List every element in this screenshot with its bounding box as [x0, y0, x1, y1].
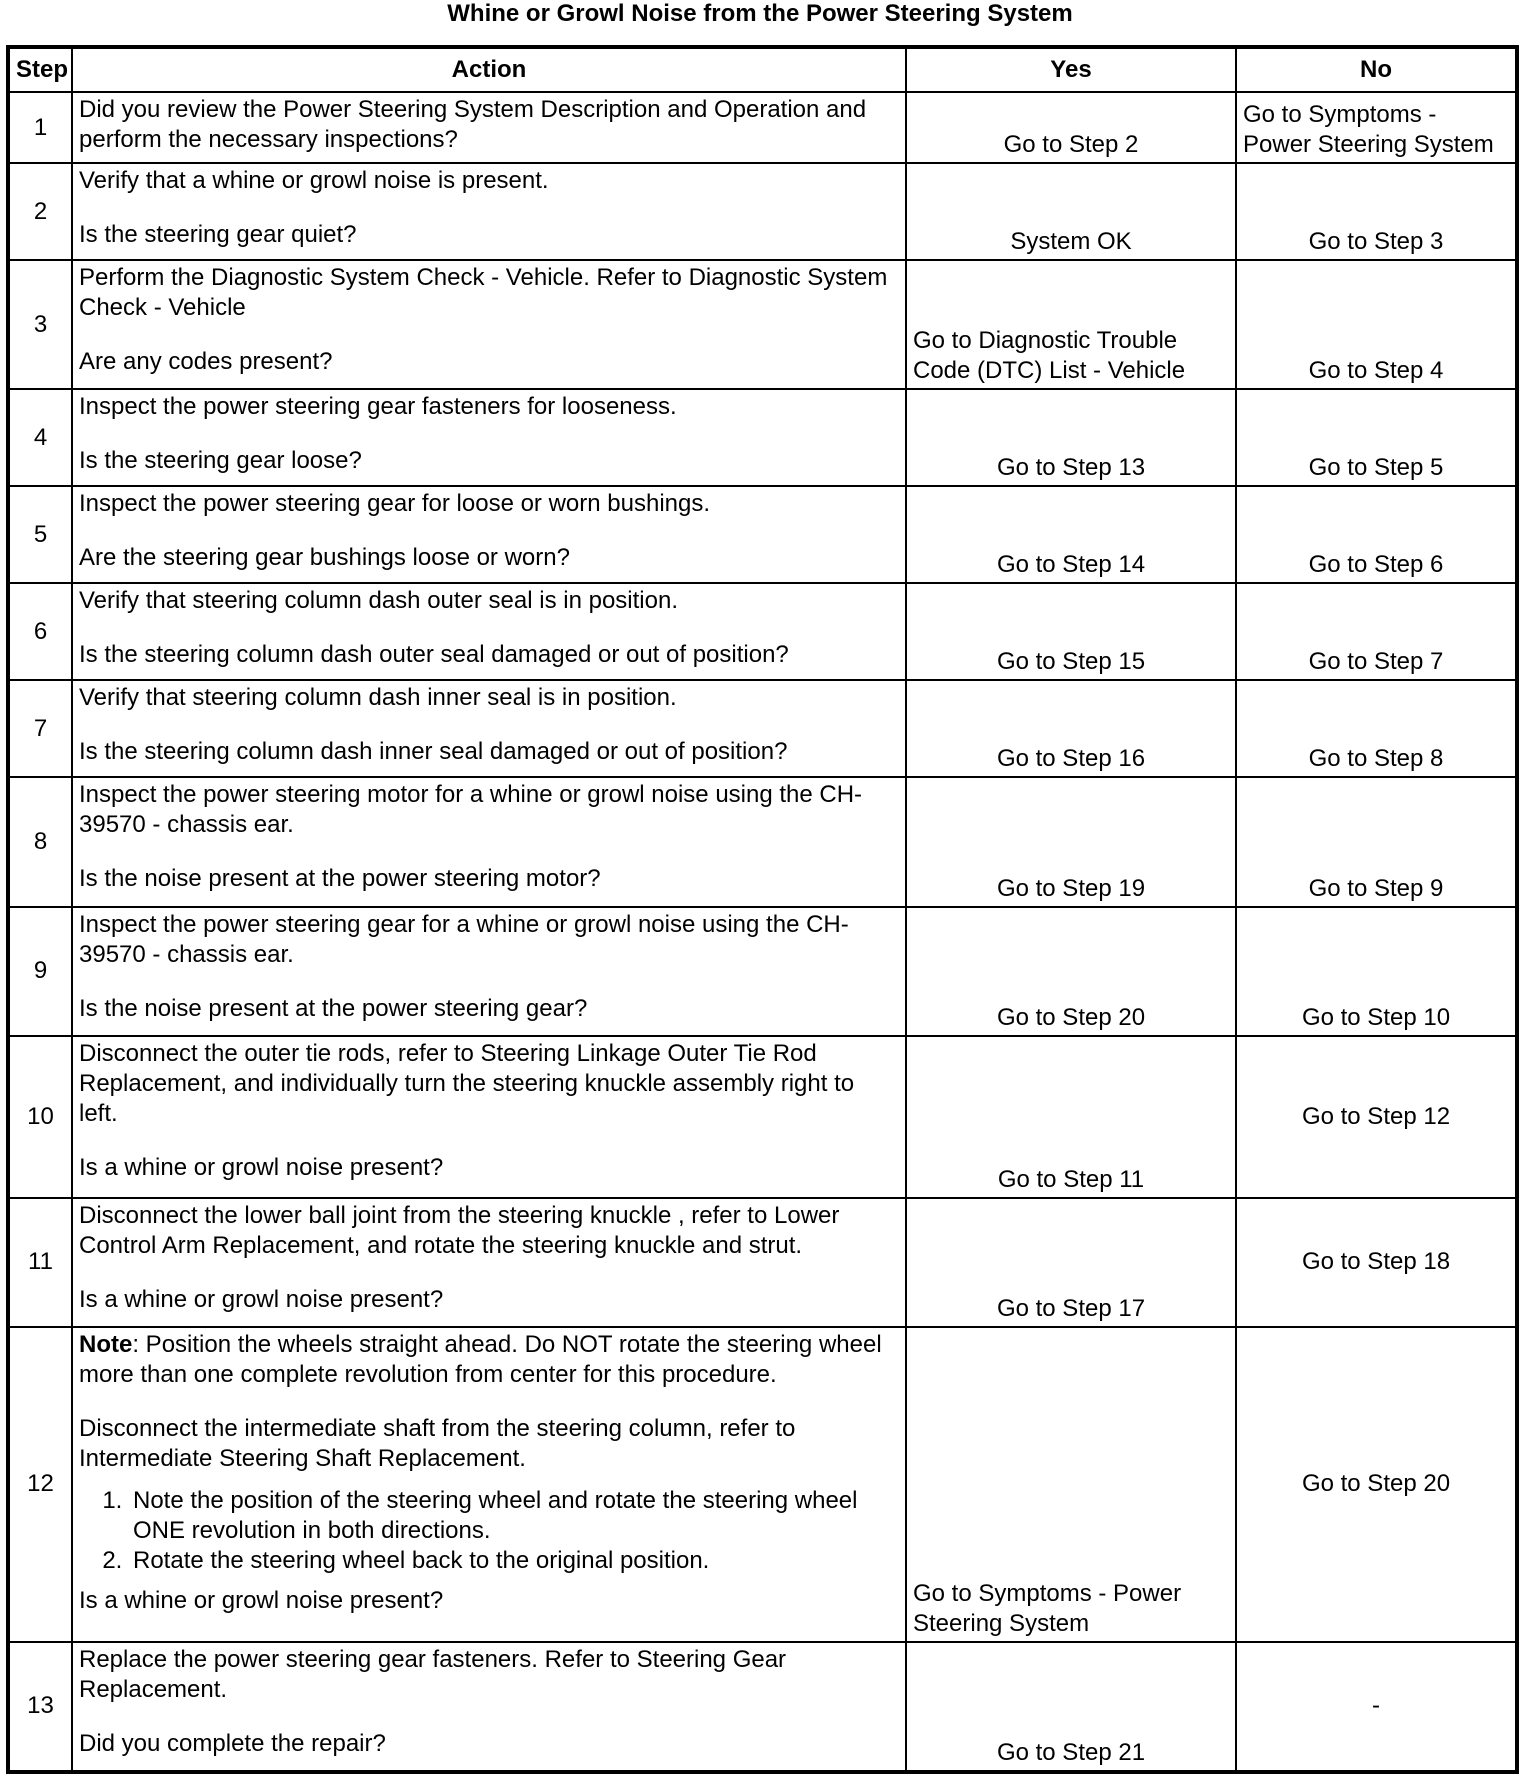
action-cell — [72, 680, 906, 777]
table-header-row — [8, 47, 1517, 92]
no-cell: Go to Step 9 — [1236, 777, 1517, 906]
yes-cell: System OK — [906, 163, 1236, 260]
table-row — [8, 92, 1517, 163]
yes-cell: Go to Step 11 — [906, 1036, 1236, 1198]
table-row — [8, 583, 1517, 680]
action-text: Disconnect the intermediate shaft from the steering column, refer to Intermediate Steering Shaft Replacement. — [79, 1414, 796, 1472]
table-row — [8, 486, 1517, 583]
action-question: Is a whine or growl noise present? — [79, 1586, 444, 1614]
action-cell — [72, 486, 906, 583]
step-number: 11 — [8, 1198, 72, 1327]
procedure-list — [79, 1486, 899, 1576]
action-text: Verify that a whine or growl noise is present. — [79, 167, 549, 195]
yes-cell: Go to Step 16 — [906, 680, 1236, 777]
step-number: 3 — [8, 260, 72, 389]
no-cell: Go to Step 12 — [1236, 1036, 1517, 1198]
no-cell: Go to Symptoms - Power Steering System — [1236, 92, 1517, 163]
no-cell: Go to Step 10 — [1236, 907, 1517, 1036]
yes-cell: Go to Diagnostic Trouble Code (DTC) List - Vehicle — [906, 260, 1236, 389]
header-step: Step — [8, 47, 72, 92]
action-text: Inspect the power steering motor for a whine or growl noise using the CH-39570 - chassis ear. — [79, 781, 863, 839]
no-cell: - — [1236, 1642, 1517, 1772]
table-row — [8, 163, 1517, 260]
action-text: Disconnect the outer tie rods, refer to Steering Linkage Outer Tie Rod Replacement, and individually turn the steering knuckle assembly right to left. — [79, 1039, 855, 1127]
action-question: Is the steering column dash inner seal damaged or out of position? — [79, 738, 788, 766]
note-label: Note — [79, 1330, 133, 1358]
action-cell — [72, 1036, 906, 1198]
yes-cell: Go to Step 2 — [906, 92, 1236, 163]
table-row — [8, 1198, 1517, 1327]
step-number: 10 — [8, 1036, 72, 1198]
no-cell: Go to Step 20 — [1236, 1327, 1517, 1642]
action-text: Did you review the Power Steering System Description and Operation and perform the necessary inspections? — [79, 96, 867, 153]
table-row — [8, 260, 1517, 389]
step-number: 9 — [8, 907, 72, 1036]
action-text: Disconnect the lower ball joint from the steering knuckle , refer to Lower Control Arm Replacement, and rotate the steering knuckle and strut. — [79, 1201, 840, 1259]
action-text: Verify that steering column dash outer seal is in position. — [79, 587, 678, 615]
table-row — [8, 389, 1517, 486]
step-number: 8 — [8, 777, 72, 906]
action-question: Is the steering gear loose? — [79, 447, 362, 475]
action-text: Inspect the power steering gear fasteners for looseness. — [79, 393, 677, 421]
action-cell — [72, 260, 906, 389]
action-cell — [72, 1642, 906, 1772]
yes-cell: Go to Step 13 — [906, 389, 1236, 486]
yes-cell: Go to Symptoms - Power Steering System — [906, 1327, 1236, 1642]
no-cell: Go to Step 8 — [1236, 680, 1517, 777]
no-cell: Go to Step 5 — [1236, 389, 1517, 486]
yes-cell: Go to Step 17 — [906, 1198, 1236, 1327]
page-title: Whine or Growl Noise from the Power Steering System — [447, 0, 1073, 27]
step-number: 13 — [8, 1642, 72, 1772]
step-number: 4 — [8, 389, 72, 486]
action-text: Verify that steering column dash inner seal is in position. — [79, 684, 677, 712]
action-text: Perform the Diagnostic System Check - Vehicle. Refer to Diagnostic System Check - Vehicle — [79, 264, 888, 322]
step-number: 2 — [8, 163, 72, 260]
table-row — [8, 1327, 1517, 1642]
action-cell — [72, 163, 906, 260]
action-text: Replace the power steering gear fasteners. Refer to Steering Gear Replacement. — [79, 1645, 787, 1703]
action-question: Is the steering column dash outer seal damaged or out of position? — [79, 641, 789, 669]
action-text: Inspect the power steering gear for a whine or growl noise using the CH-39570 - chassis ear. — [79, 910, 849, 968]
table-row — [8, 777, 1517, 906]
yes-cell: Go to Step 21 — [906, 1642, 1236, 1772]
action-question: Are any codes present? — [79, 348, 333, 376]
action-cell — [72, 389, 906, 486]
yes-cell: Go to Step 14 — [906, 486, 1236, 583]
action-cell — [72, 777, 906, 906]
step-number: 12 — [8, 1327, 72, 1642]
note-text: : Position the wheels straight ahead. Do NOT rotate the steering wheel more than one complete revolution from center for this procedure. — [79, 1330, 882, 1388]
header-no: No — [1236, 47, 1517, 92]
no-cell: Go to Step 18 — [1236, 1198, 1517, 1327]
action-text: Inspect the power steering gear for loose or worn bushings. — [79, 490, 711, 518]
action-question: Is a whine or growl noise present? — [79, 1153, 444, 1181]
step-number: 1 — [8, 92, 72, 163]
step-number: 5 — [8, 486, 72, 583]
action-cell — [72, 1198, 906, 1327]
note-block — [79, 1331, 882, 1388]
action-question: Did you complete the repair? — [79, 1729, 386, 1757]
no-cell: Go to Step 6 — [1236, 486, 1517, 583]
step-number: 7 — [8, 680, 72, 777]
yes-cell: Go to Step 19 — [906, 777, 1236, 906]
action-cell — [72, 907, 906, 1036]
action-cell — [72, 583, 906, 680]
procedure-item: 2. Rotate the steering wheel back to the original position. — [129, 1546, 899, 1576]
action-question: Is the steering gear quiet? — [79, 221, 357, 249]
action-cell — [72, 1327, 906, 1642]
action-question: Is the noise present at the power steering motor? — [79, 865, 601, 893]
no-cell: Go to Step 3 — [1236, 163, 1517, 260]
table-row — [8, 907, 1517, 1036]
header-action: Action — [72, 47, 906, 92]
table-row — [8, 1036, 1517, 1198]
header-yes: Yes — [906, 47, 1236, 92]
yes-cell: Go to Step 15 — [906, 583, 1236, 680]
action-question: Are the steering gear bushings loose or worn? — [79, 544, 570, 572]
action-question: Is a whine or growl noise present? — [79, 1285, 444, 1313]
yes-cell: Go to Step 20 — [906, 907, 1236, 1036]
action-question: Is the noise present at the power steering gear? — [79, 994, 588, 1022]
table-row — [8, 1642, 1517, 1772]
table-row — [8, 680, 1517, 777]
no-cell: Go to Step 7 — [1236, 583, 1517, 680]
no-cell: Go to Step 4 — [1236, 260, 1517, 389]
action-cell — [72, 92, 906, 163]
step-number: 6 — [8, 583, 72, 680]
procedure-item: 1. Note the position of the steering wheel and rotate the steering wheel ONE revolution in both directions. — [129, 1486, 899, 1546]
diagnostic-table — [6, 45, 1519, 1774]
